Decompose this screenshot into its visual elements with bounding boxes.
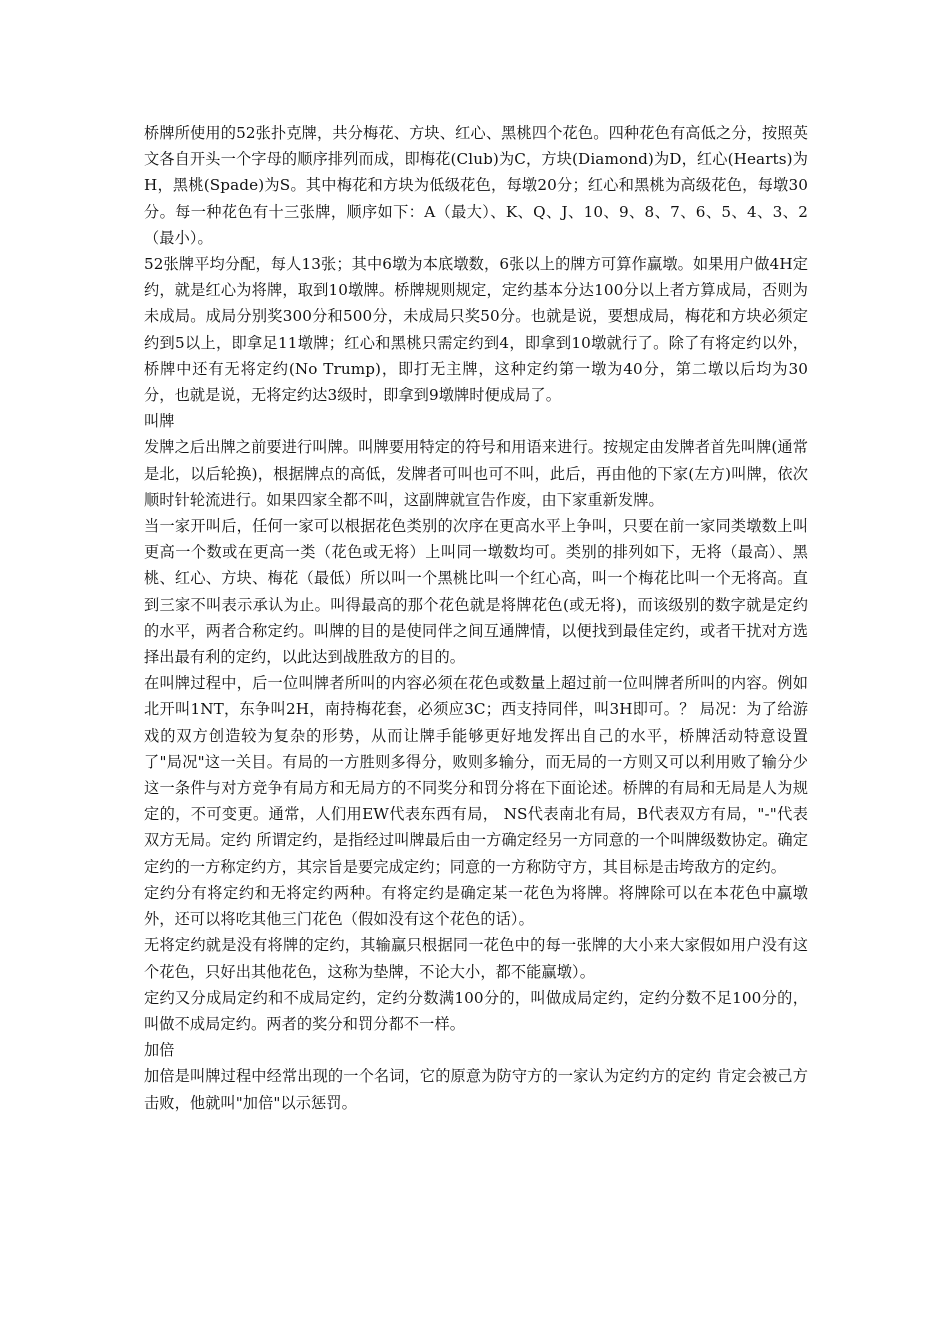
paragraph-card-suits: 桥牌所使用的52张扑克牌，共分梅花、方块、红心、黑桃四个花色。四种花色有高低之分，按照英文各自开头一个字母的顺序排列而成，即梅花(Club)为C，方块(Diamond)为D，红心(Hearts)为H，黑桃(Spade)为S。其中梅花和方块为低级花色，每墩20分；红心和黑桃为高级花色，每墩30分。每一种花色有十三张牌，顺序如下：A（最大）、K、Q、J、10、9、8、7、6、5、4、3、2（最小）。 [144,124,808,247]
paragraph-game-contract: 定约又分成局定约和不成局定约，定约分数满100分的，叫做成局定约，定约分数不足100分的，叫做不成局定约。两者的奖分和罚分都不一样。 [144,988,808,1033]
paragraph-bidding-order: 发牌之后出牌之前要进行叫牌。叫牌要用特定的符号和用语来进行。按规定由发牌者首先叫牌(通常是北，以后轮换)，根据牌点的高低，发牌者可叫也可不叫，此后，再由他的下家(左方)叫牌，依次顺时针轮流进行。如果四家全都不叫，这副牌就宣告作废，由下家重新发牌。 [144,438,808,509]
paragraph-double: 加倍是叫牌过程中经常出现的一个名词，它的原意为防守方的一家认为定约方的定约 肯定会被己方击败，他就叫"加倍"以示惩罚。 [144,1067,808,1112]
heading-double: 加倍 [144,1041,175,1060]
paragraph-vulnerability: 在叫牌过程中，后一位叫牌者所叫的内容必须在花色或数量上超过前一位叫牌者所叫的内容。例如北开叫1NT，东争叫2H，南持梅花套，必须应3C；西支持同伴，叫3H即可。？ 局况：为了给游戏的双方创造较为复杂的形势，从而让牌手能够更好地发挥出自己的水平，桥牌活动特意设置了"局况"这一关目。有局的一方胜则多得分，败则多输分，而无局的一方则又可以利用败了输分少这一条件与对方竞争有局方和无局方的不同奖分和罚分将在下面论述。桥牌的有局和无局是人为规定的，不可变更。通常，人们用EW代表东西有局， NS代表南北有局，B代表双方有局，"-"代表双方无局。定约 所谓定约，是指经过叫牌最后由一方确定经另一方同意的一个叫牌级数协定。确定定约的一方称定约方，其宗旨是要完成定约；同意的一方称防守方，其目标是击垮敌方的定约。 [144,674,808,876]
paragraph-trump-contract: 定约分有将定约和无将定约两种。有将定约是确定某一花色为将牌。将牌除可以在本花色中赢墩外，还可以将吃其他三门花色（假如没有这个花色的话）。 [144,883,808,929]
document-body [144,120,808,1116]
paragraph-contract-scoring: 52张牌平均分配，每人13张；其中6墩为本底墩数，6张以上的牌方可算作赢墩。如果用户做4H定约，就是红心为将牌，取到10墩牌。桥牌规则规定，定约基本分达100分以上者方算成局，否则为未成局。成局分别奖300分和500分，未成局只奖50分。也就是说，要想成局，梅花和方块必须定约到5以上，即拿足11墩牌；红心和黑桃只需定约到4，即拿到10墩就行了。除了有将定约以外，桥牌中还有无将定约(No Trump)，即打无主牌，这种定约第一墩为40分，第二墩以后均为30分，也就是说，无将定约达3级时，即拿到9墩牌时便成局了。 [144,255,808,405]
heading-bidding: 叫牌 [144,412,175,431]
paragraph-competitive-bidding: 当一家开叫后，任何一家可以根据花色类别的次序在更高水平上争叫，只要在前一家同类墩数上叫更高一个数或在更高一类（花色或无将）上叫同一墩数均可。类别的排列如下，无将（最高）、黑桃、红心、方块、梅花（最低）所以叫一个黑桃比叫一个红心高，叫一个梅花比叫一个无将高。直到三家不叫表示承认为止。叫得最高的那个花色就是将牌花色(或无将)，而该级别的数字就是定约的水平，两者合称定约。叫牌的目的是使同伴之间互通牌情，以便找到最佳定约，或者干扰对方选择出最有利的定约，以此达到战胜敌方的目的。 [144,517,808,667]
paragraph-no-trump-contract: 无将定约就是没有将牌的定约，其输赢只根据同一花色中的每一张牌的大小来大家假如用户没有这个花色，只好出其他花色，这称为垫牌，不论大小，都不能赢墩）。 [144,936,808,981]
